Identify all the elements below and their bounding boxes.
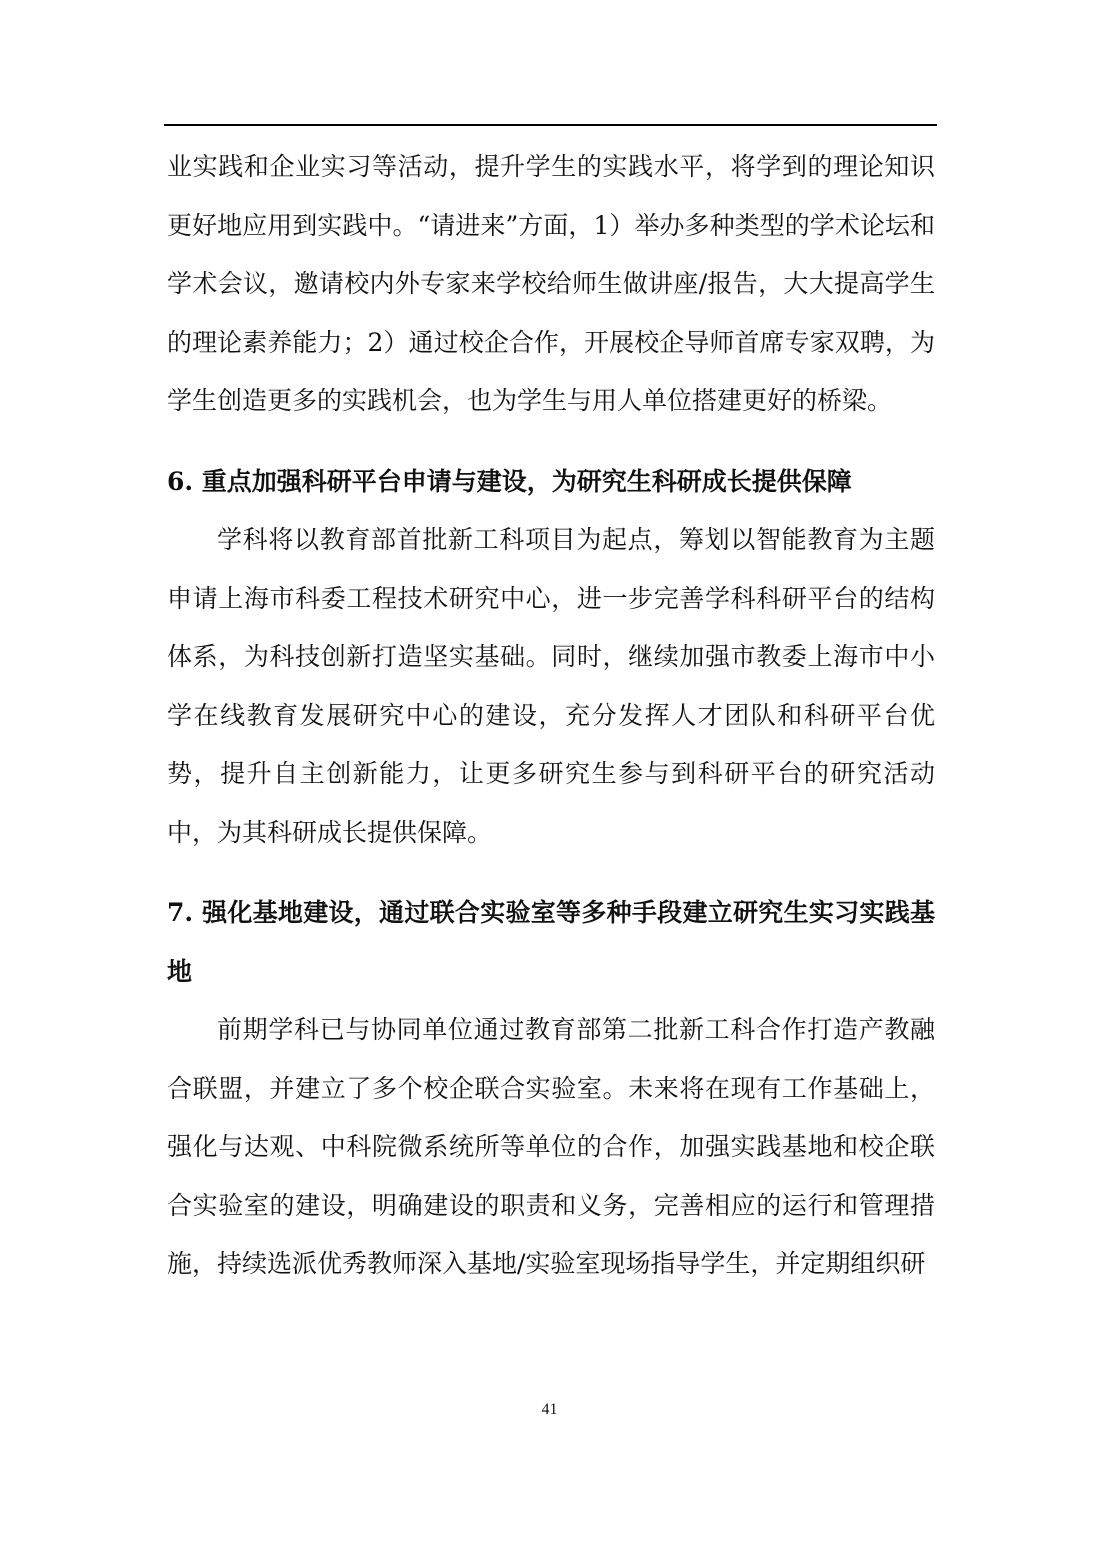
section-heading-7: 7. 强化基地建设，通过联合实验室等多种手段建立研究生实习实践基地	[167, 898, 935, 986]
paragraph-research-platform: 学科将以教育部首批新工科项目为起点，筹划以智能教育为主题申请上海市科委工程技术研究中心，进一步完善学科科研平台的结构体系，为科技创新打造坚实基础。同时，继续加强市教委上海市中小学在线教育发展研究中心的建设，充分发挥人才团队和科研平台优势，提升自主创新能力，让更多研究生参与到科研平台的研究活动中，为其科研成长提供保障。	[167, 525, 935, 847]
page-number: 41	[541, 1401, 558, 1418]
page-content	[167, 138, 935, 1294]
section-heading-6: 6. 重点加强科研平台申请与建设，为研究生科研成长提供保障	[167, 466, 852, 496]
spacer	[167, 862, 935, 884]
header-rule	[164, 124, 937, 126]
spacer	[167, 431, 935, 453]
paragraph-practice: 业实践和企业实习等活动，提升学生的实践水平，将学到的理论知识更好地应用到实践中。“请进来”方面，1）举办多种类型的学术论坛和学术会议，邀请校内外专家来学校给师生做讲座/报告，大大提高学生的理论素养能力；2）通过校企合作，开展校企导师首席专家双聘，为学生创造更多的实践机会，也为学生与用人单位搭建更好的桥梁。	[167, 152, 935, 415]
paragraph-base-construction: 前期学科已与协同单位通过教育部第二批新工科合作打造产教融合联盟，并建立了多个校企联合实验室。未来将在现有工作基础上，强化与达观、中科院微系统所等单位的合作，加强实践基地和校企联合实验室的建设，明确建设的职责和义务，完善相应的运行和管理措施，持续选派优秀教师深入基地/实验室现场指导学生，并定期组织研	[167, 1015, 935, 1278]
